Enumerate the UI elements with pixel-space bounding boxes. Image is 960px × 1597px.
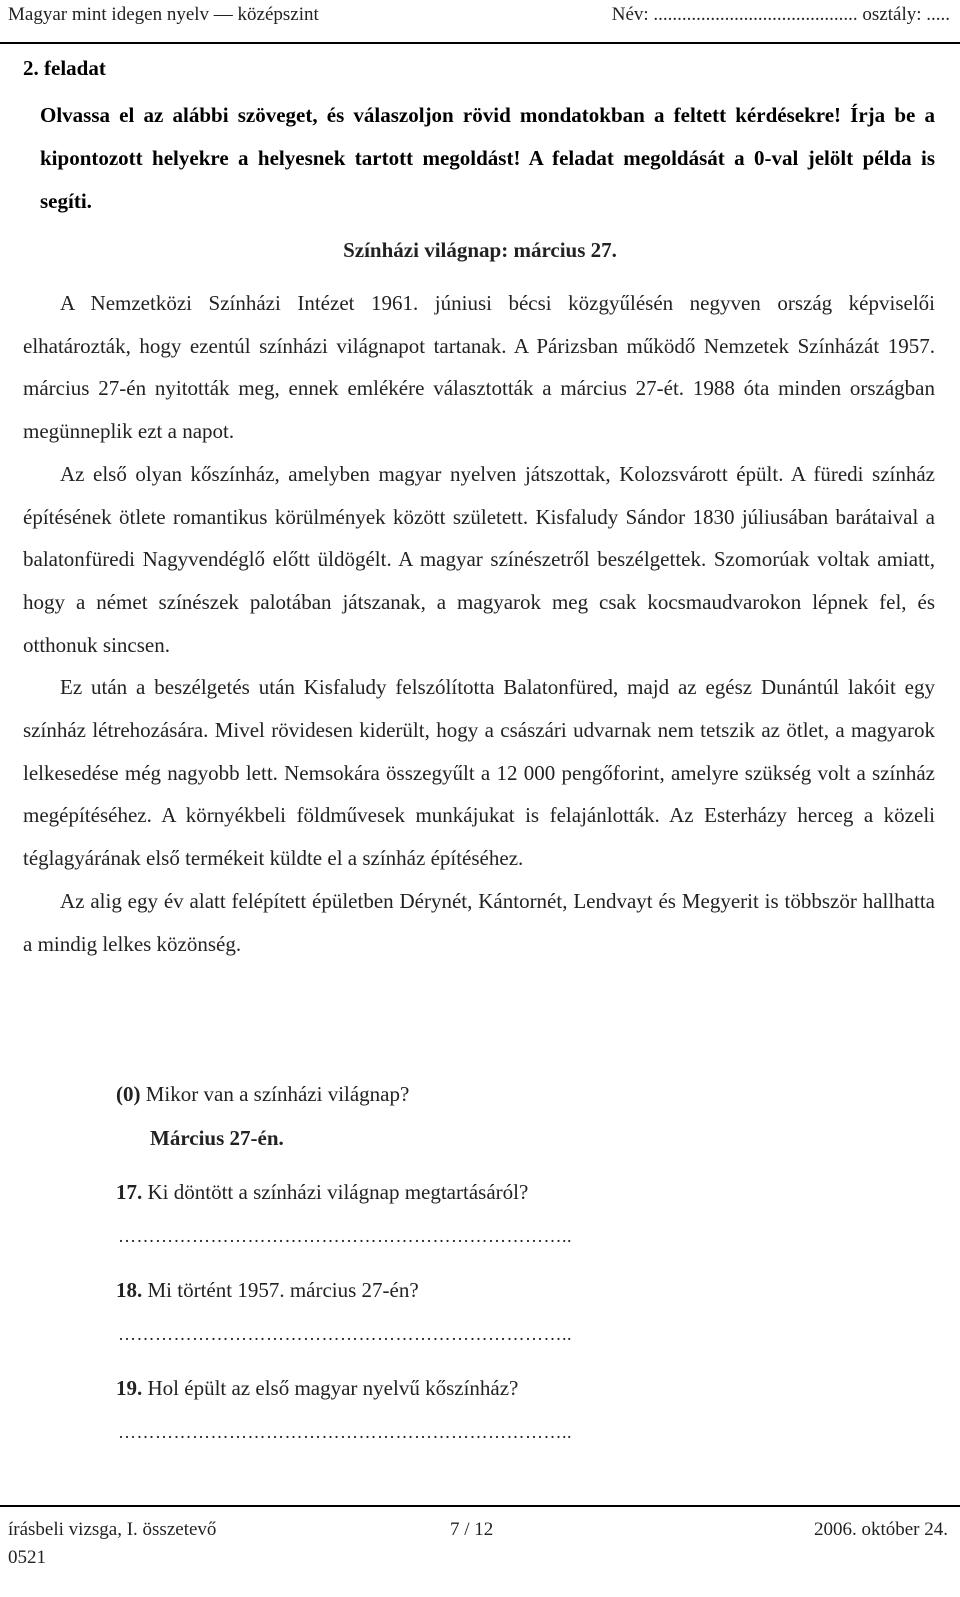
page-header — [0, 0, 960, 44]
article-title: Színházi világnap: március 27. — [343, 238, 617, 262]
question-example — [116, 1082, 936, 1107]
example-answer: Március 27-én. — [150, 1126, 284, 1150]
question-number: 18. — [116, 1278, 143, 1302]
question-number: 19. — [116, 1376, 143, 1400]
answer-field-19[interactable]: ……………………………………………………………….. — [118, 1422, 572, 1442]
question-text: Mikor van a színházi világnap? — [140, 1082, 410, 1106]
question-17 — [116, 1180, 936, 1205]
article-paragraph: Az első olyan kőszínház, amelyben magyar nyelven játszottak, Kolozsvárott épült. A füredi színház építésének ötlete romantikus körülmények között született. Kisfaludy Sándor 1830 júliusában barátaival a balatonfüredi Nagyvendéglő előtt üldögélt. A magyar színészetről beszélgettek. Szomorúak voltak amiatt, hogy a német színészek palotában játszanak, a magyarok meg csak kocsmaudvarokon lépnek fel, és otthonuk sincsen. — [23, 461, 935, 657]
question-19 — [116, 1376, 936, 1401]
answer-field-18[interactable]: ……………………………………………………………….. — [118, 1324, 572, 1344]
header-subject: Magyar mint idegen nyelv — középszint — [8, 4, 319, 25]
question-number: 17. — [116, 1180, 143, 1204]
article-paragraph: Az alig egy év alatt felépített épületben Dérynét, Kántornét, Lendvayt és Megyerit is többször hallhatta a mindig lelkes közönség. — [23, 888, 935, 956]
task-title: 2. feladat — [23, 56, 106, 80]
question-text: Hol épült az első magyar nyelvű kőszínház? — [142, 1376, 519, 1400]
article-body — [23, 282, 935, 965]
footer-page-number: 7 / 12 — [450, 1519, 494, 1540]
answer-field-17[interactable]: ……………………………………………………………….. — [118, 1226, 572, 1246]
footer-code: 0521 — [8, 1547, 46, 1568]
footer-date: 2006. október 24. — [813, 1519, 948, 1540]
footer-exam-label: írásbeli vizsga, I. összetevő — [8, 1519, 217, 1540]
footer-divider — [0, 1505, 960, 1507]
question-number: (0) — [116, 1082, 141, 1106]
question-18 — [116, 1278, 936, 1303]
article-paragraph: A Nemzetközi Színházi Intézet 1961. júniusi bécsi közgyűlésén negyven ország képviselői elhatározták, hogy ezentúl színházi világnapot tartanak. A Párizsban működő Nemzetek Színházát 1957. március 27-én nyitották meg, ennek emlékére választották a március 27-ét. 1988 óta minden országban megünneplik ezt a napot. — [23, 291, 935, 444]
header-name-class-field: Név: ........................................... osztály: ..... — [611, 4, 950, 25]
question-text: Ki döntött a színházi világnap megtartásáról? — [142, 1180, 529, 1204]
article-paragraph: Ez után a beszélgetés után Kisfaludy felszólította Balatonfüred, majd az egész Dunántúl lakóit egy színház létrehozására. Mivel rövidesen kiderült, hogy a császári udvarnak nem tetszik az ötlet, a magyarok lelkesedése még nagyobb lett. Nemsokára összegyűlt a 12 000 pengőforint, amelyre szükség volt a színház megépítéséhez. A környékbeli földművesek munkájukat is felajánlották. Az Esterházy herceg a közeli téglagyárának első termékeit küldte el a színház építéséhez. — [23, 675, 935, 871]
task-instructions: Olvassa el az alábbi szöveget, és válaszoljon rövid mondatokban a feltett kérdésekre! Írja be a kipontozott helyekre a helyesnek tartott megoldást! A feladat megoldását a 0-val jelölt példa is segíti. — [40, 103, 935, 213]
question-text: Mi történt 1957. március 27-én? — [142, 1278, 419, 1302]
